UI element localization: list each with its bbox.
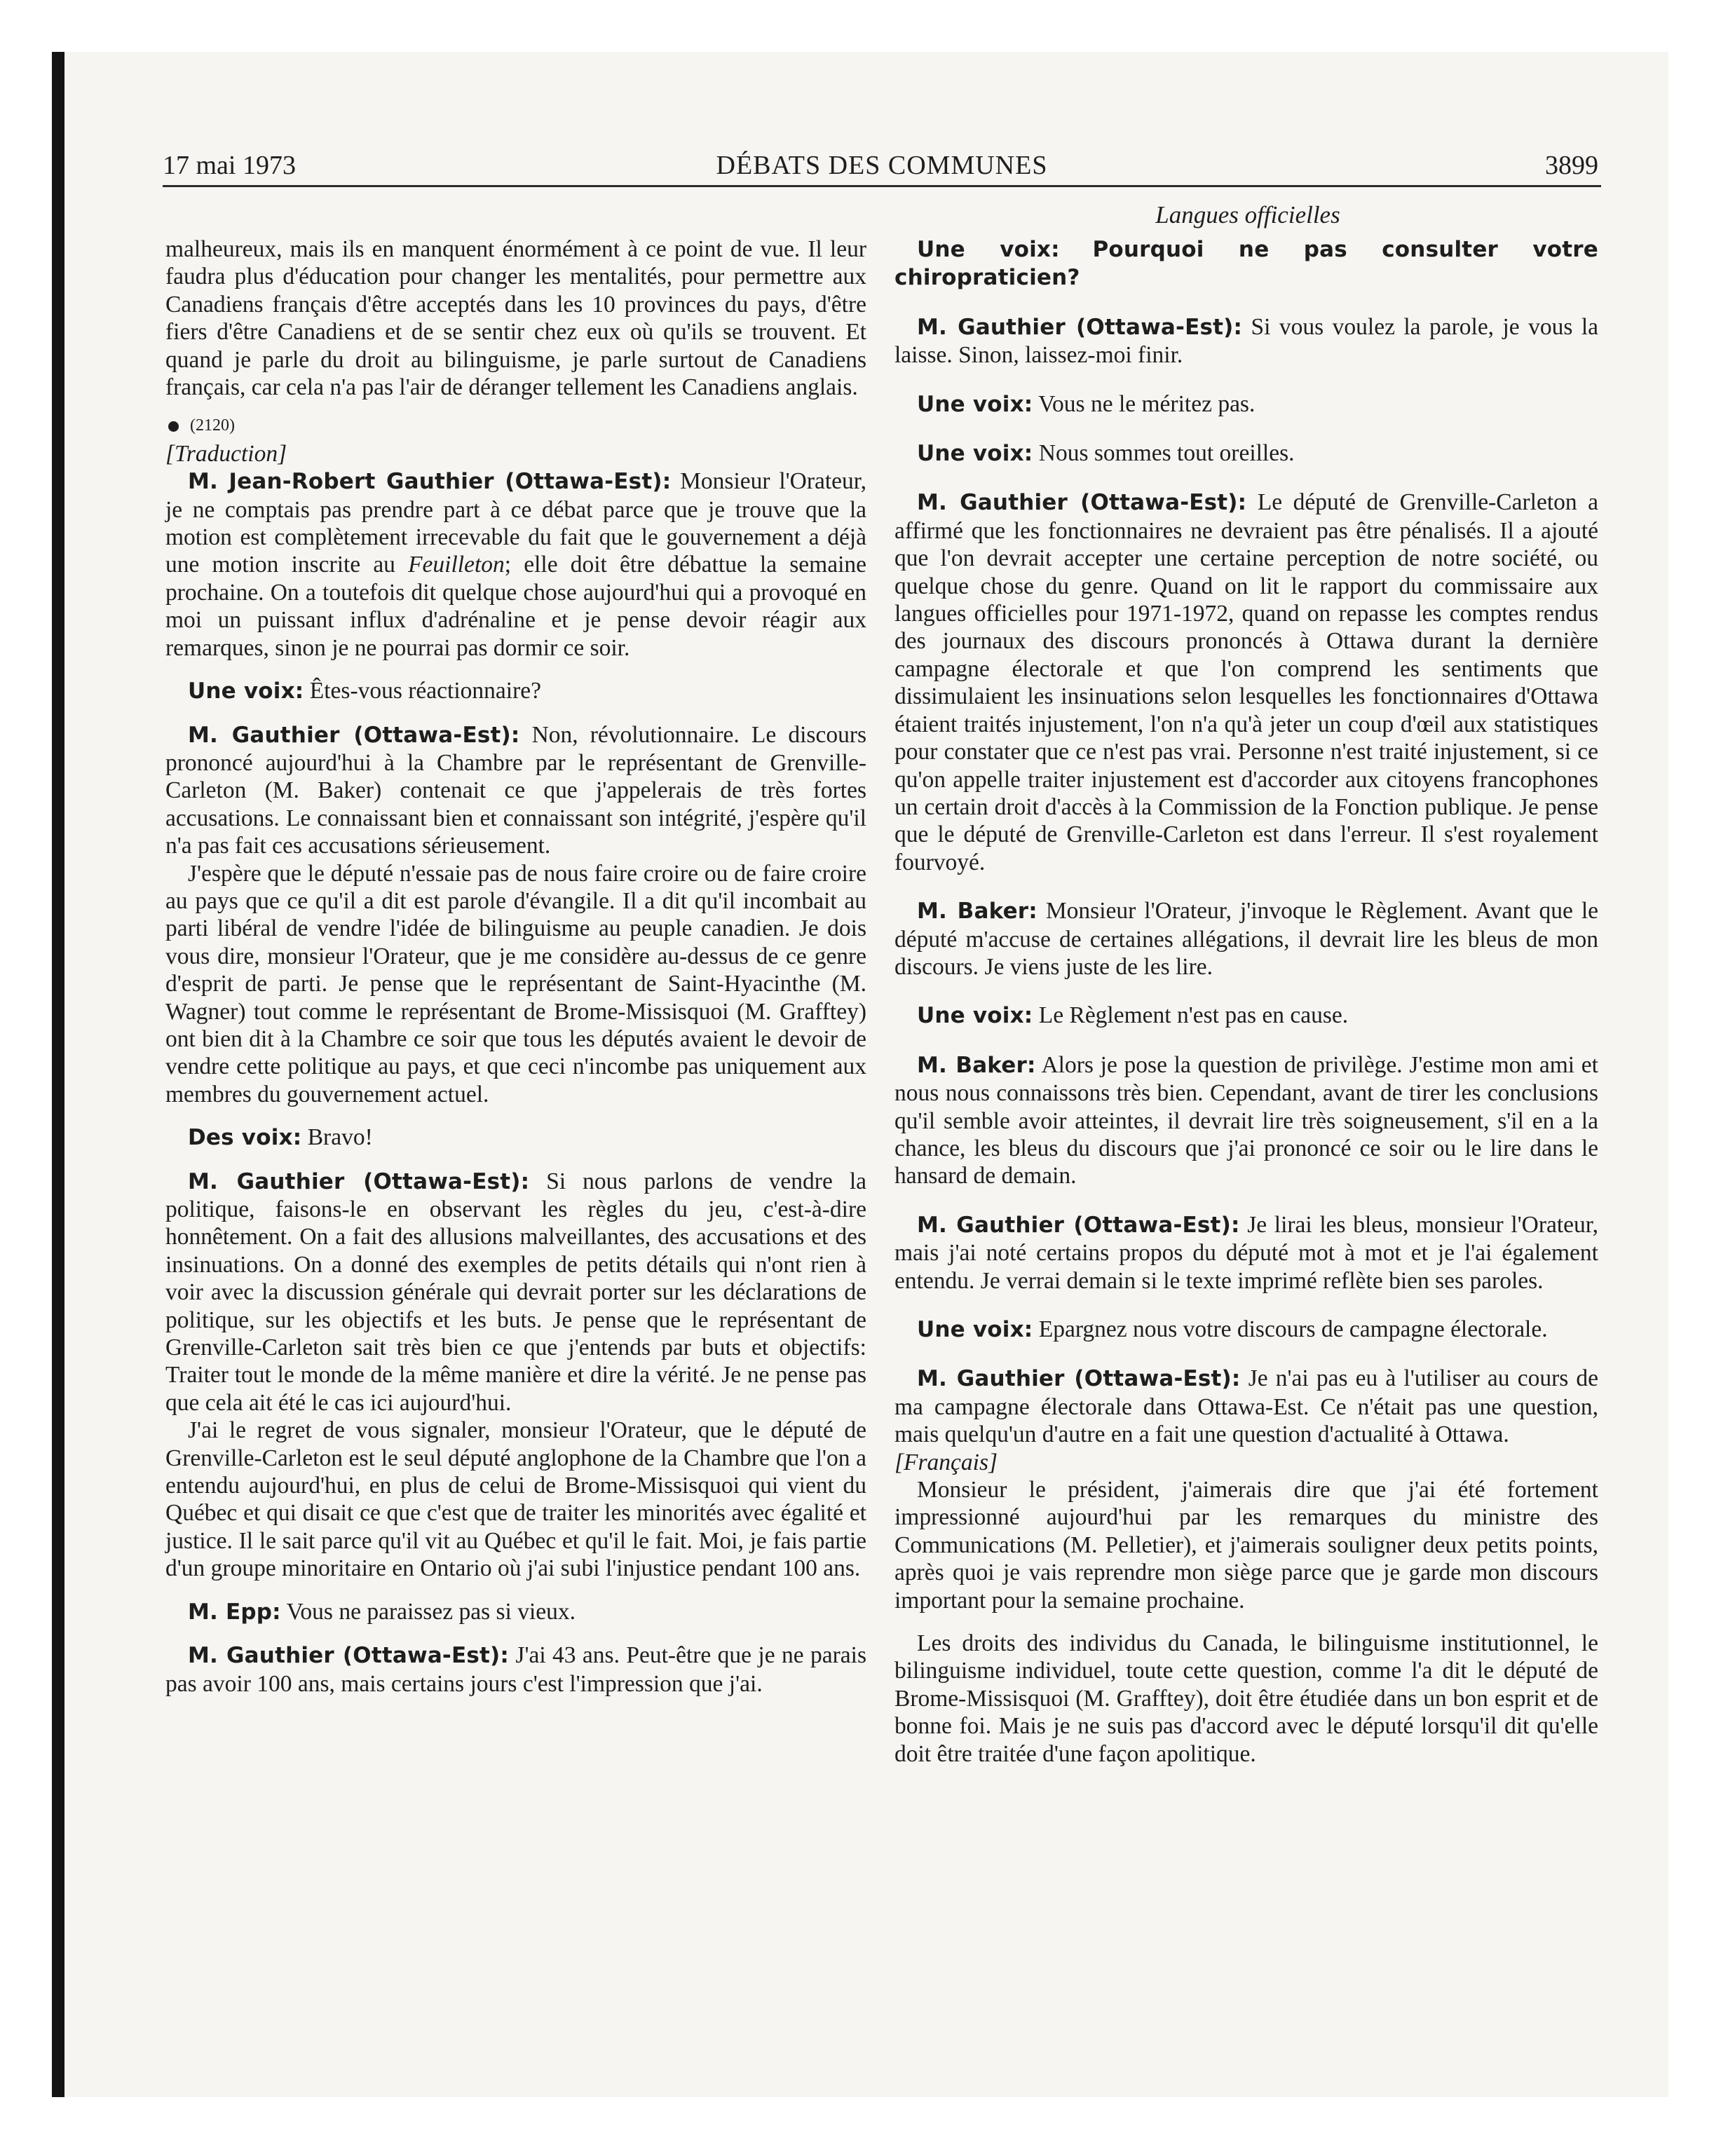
speech-paragraph: M. Gauthier (Ottawa-Est): Si nous parlons de vendre la politique, faisons-le en observant les règles du jeu, c'est-à-dire honnêtement. On a fait des allusions malveillantes, des accusations et des insinuations. On a donné des exemples de petits détails qui n'ont rien à voir avec la discussion générale qui devrait porter sur les déclarations de politique, sur les objectifs et les buts. Je pense que le représentant de Grenville-Carleton sait très bien ce que j'entends par buts et objectifs: Traiter tout le monde de la même manière et dire la vérité. Je ne pense pas que cela ait été le cas ici aujourd'hui. bbox=[165, 1168, 866, 1416]
speaker-name: M. Baker: bbox=[917, 899, 1037, 925]
speech-paragraph: Des voix: Bravo! bbox=[188, 1124, 373, 1151]
speech-paragraph: Une voix: Nous sommes tout oreilles. bbox=[917, 440, 1295, 467]
speaker-name: M. Gauthier (Ottawa-Est): bbox=[917, 1212, 1240, 1238]
section-label: [Traduction] bbox=[165, 440, 287, 467]
speech-paragraph: Une voix: Epargnez nous votre discours de campagne électorale. bbox=[917, 1316, 1548, 1342]
speech-paragraph: Une voix: Vous ne le méritez pas. bbox=[917, 390, 1256, 417]
scan-edge-bar bbox=[52, 52, 64, 2097]
speech-paragraph: M. Gauthier (Ottawa-Est): Le député de Grenville-Carleton a affirmé que les fonctionnaires ne devraient pas être pénalisés. Il a ajouté que l'on devrait accepter une certaine perception de notre société, ou quelque chose du genre. Quand on lit le rapport du commissaire aux langues officielles pour 1971-1972, quand on repasse les comptes rendus des journaux des discours prononcés à Ottawa durant la dernière campagne électorale et que l'on comprend les sentiments que dissimulaient les insinuations selon lesquelles les fonctionnaires d'Ottawa étaient traités injustement, l'on n'a qu'à jeter un coup d'œil aux statistiques pour constater que ce n'est pas vrai. Personne n'est traité injustement, si ce qu'on appelle traiter injustement est d'accorder aux citoyens francophones un certain droit d'accès à la Commission de la Fonction publique. Je pense que le député de Grenville-Carleton est dans l'erreur. Il s'est royalement fourvoyé. bbox=[894, 489, 1599, 875]
speech-paragraph: M. Baker: Alors je pose la question de privilège. J'estime mon ami et nous nous connaissons très bien. Cependant, avant de tirer les conclusions qu'il semble avoir atteintes, il devrait lire très soigneusement, s'il en a la chance, les bleus du discours que j'ai prononcé ce soir ou le lire dans le hansard de demain. bbox=[894, 1051, 1598, 1189]
header-date: 17 mai 1973 bbox=[163, 151, 296, 180]
speech-paragraph: M. Jean-Robert Gauthier (Ottawa-Est): Monsieur l'Orateur, je ne comptais pas prendre part à ce débat parce que je trouve que la motion est complètement irrecevable du fait que le gouvernement a déjà une motion inscrite au Feuilleton; elle doit être débattue la semaine prochaine. On a toutefois dit quelque chose aujourd'hui qui a provoqué en moi un puissant influx d'adrénaline et je pense devoir réagir aux remarques, sinon je ne pourrai pas dormir ce soir. bbox=[165, 468, 866, 661]
speaker-name: Une voix: bbox=[188, 678, 304, 704]
speaker-name: M. Gauthier (Ottawa-Est): bbox=[188, 1168, 530, 1194]
speech-paragraph: Une voix: Êtes-vous réactionnaire? bbox=[188, 678, 541, 704]
speech-paragraph: M. Gauthier (Ottawa-Est): J'ai 43 ans. Peut-être que je ne parais pas avoir 100 ans, mais certains jours c'est l'impression que j'ai. bbox=[165, 1642, 866, 1697]
speaker-name: Une voix: bbox=[917, 1317, 1033, 1342]
subject-heading: Langues officielles bbox=[1155, 201, 1340, 228]
speech-paragraph: M. Baker: Monsieur l'Orateur, j'invoque le Règlement. Avant que le député m'accuse de certaines allégations, il devrait lire les bleus de mon discours. Je viens juste de les lire. bbox=[894, 898, 1598, 980]
speech-paragraph: M. Gauthier (Ottawa-Est): Je n'ai pas eu à l'utiliser au cours de ma campagne électorale dans Ottawa-Est. Ce n'était pas une question, mais quelqu'un d'autre en a fait une question d'actualité à Ottawa. bbox=[894, 1365, 1599, 1448]
paragraph: Les droits des individus du Canada, le bilinguisme institutionnel, le bilinguisme individuel, toute cette question, comme l'a dit le député de Brome-Missisquoi (M. Grafftey), doit être étudiée dans un bon esprit et de bonne foi. Mais je ne suis pas d'accord avec le député lorsqu'il dit qu'elle doit être traitée d'une façon apolitique. bbox=[894, 1630, 1598, 1767]
speaker-name: M. Gauthier (Ottawa-Est): bbox=[917, 314, 1243, 340]
speech-paragraph: Une voix: Le Règlement n'est pas en cause. bbox=[917, 1002, 1349, 1029]
marker-text: (2120) bbox=[190, 416, 235, 435]
speaker-name: Une voix: bbox=[917, 391, 1033, 417]
time-marker bbox=[165, 412, 866, 439]
bullet-icon bbox=[168, 421, 179, 432]
speech-paragraph: M. Gauthier (Ottawa-Est): Je lirai les bleus, monsieur l'Orateur, mais j'ai noté certains propos du député mot à mot et je l'ai également entendu. Je verrai demain si le texte imprimé reflète bien ses paroles. bbox=[894, 1211, 1598, 1294]
paragraph: J'espère que le député n'essaie pas de nous faire croire ou de faire croire au pays que ce qu'il a dit est parole d'évangile. Il a dit qu'il incombait au parti libéral de vendre l'idée de bilinguisme au peuple canadien. Je dois vous dire, monsieur l'Orateur, que je me considère au-dessus de ce genre d'esprit de parti. Je pense que le représentant de Saint-Hyacinthe (M. Wagner) tout comme le représentant de Brome-Missisquoi (M. Grafftey) ont bien dit à la Chambre ce soir que tous les députés avaient le devoir de vendre cette politique au pays, et que ceci n'incombe pas uniquement aux membres du gouvernement actuel. bbox=[165, 860, 866, 1107]
speaker-name: M. Gauthier (Ottawa-Est): bbox=[917, 490, 1247, 516]
speaker-name: M. Gauthier (Ottawa-Est): bbox=[917, 1366, 1241, 1392]
speaker-name: M. Gauthier (Ottawa-Est): bbox=[188, 1643, 510, 1669]
speaker-name: M. Baker: bbox=[917, 1052, 1036, 1078]
paragraph: J'ai le regret de vous signaler, monsieur l'Orateur, que le député de Grenville-Carleton est le seul député anglophone de la Chambre que l'on a entendu aujourd'hui, en plus de celui de Brome-Missisquoi qui vient du Québec et qui disait ce que c'est que de traiter les minorités avec égalité et justice. Il le sait parce qu'il vit au Québec et qu'il le fait. Moi, je fais partie d'un groupe minoritaire en Ontario où j'ai subi l'injustice pendant 100 ans. bbox=[165, 1417, 866, 1582]
speech-paragraph: Une voix: Pourquoi ne pas consulter votre chiropraticien? bbox=[894, 237, 1599, 291]
speaker-name: Des voix: bbox=[188, 1125, 302, 1151]
header-title: DÉBATS DES COMMUNES bbox=[716, 151, 1048, 180]
speaker-name: M. Jean-Robert Gauthier (Ottawa-Est): bbox=[188, 469, 672, 495]
speaker-name: M. Epp: bbox=[188, 1599, 281, 1625]
speaker-name: Une voix: bbox=[917, 1003, 1033, 1029]
speaker-name: Une voix: bbox=[917, 441, 1033, 467]
speech-paragraph: M. Epp: Vous ne paraissez pas si vieux. bbox=[188, 1598, 576, 1625]
left-column bbox=[165, 236, 866, 1698]
page-number: 3899 bbox=[1545, 151, 1598, 180]
speaker-name: M. Gauthier (Ottawa-Est): bbox=[188, 722, 520, 748]
right-column bbox=[894, 236, 1598, 1768]
speech-paragraph: M. Gauthier (Ottawa-Est): Si vous voulez la parole, je vous la laisse. Sinon, laissez-moi finir. bbox=[894, 313, 1598, 369]
paragraph: malheureux, mais ils en manquent énormément à ce point de vue. Il leur faudra plus d'éducation pour changer les mentalités, pour permettre aux Canadiens français d'être acceptés dans les 10 provinces du pays, d'être fiers d'être Canadiens et de se sentir chez eux où qu'ils se trouvent. Et quand je parle du droit au bilinguisme, je parle surtout de Canadiens français, car cela n'a pas l'air de déranger tellement les Canadiens anglais. bbox=[165, 236, 866, 401]
page-header bbox=[163, 149, 1601, 187]
section-label: [Français] bbox=[894, 1449, 998, 1475]
paragraph: Monsieur le président, j'aimerais dire que j'ai été fortement impressionné aujourd'hui par les remarques du ministre des Communications (M. Pelletier), et j'aimerais souligner deux petits points, après quoi je vais reprendre mon siège parce que je garde mon discours important pour la semaine prochaine. bbox=[894, 1477, 1598, 1613]
speech-paragraph: M. Gauthier (Ottawa-Est): Non, révolutionnaire. Le discours prononcé aujourd'hui à la Chambre par le représentant de Grenville-Carleton (M. Baker) contenait ce que j'appelerais de très fortes accusations. Le connaissant bien et connaissant son intégrité, j'espère qu'il n'a pas fait ces accusations sérieusement. bbox=[165, 721, 867, 859]
speaker-name: Une voix: bbox=[917, 237, 1060, 262]
